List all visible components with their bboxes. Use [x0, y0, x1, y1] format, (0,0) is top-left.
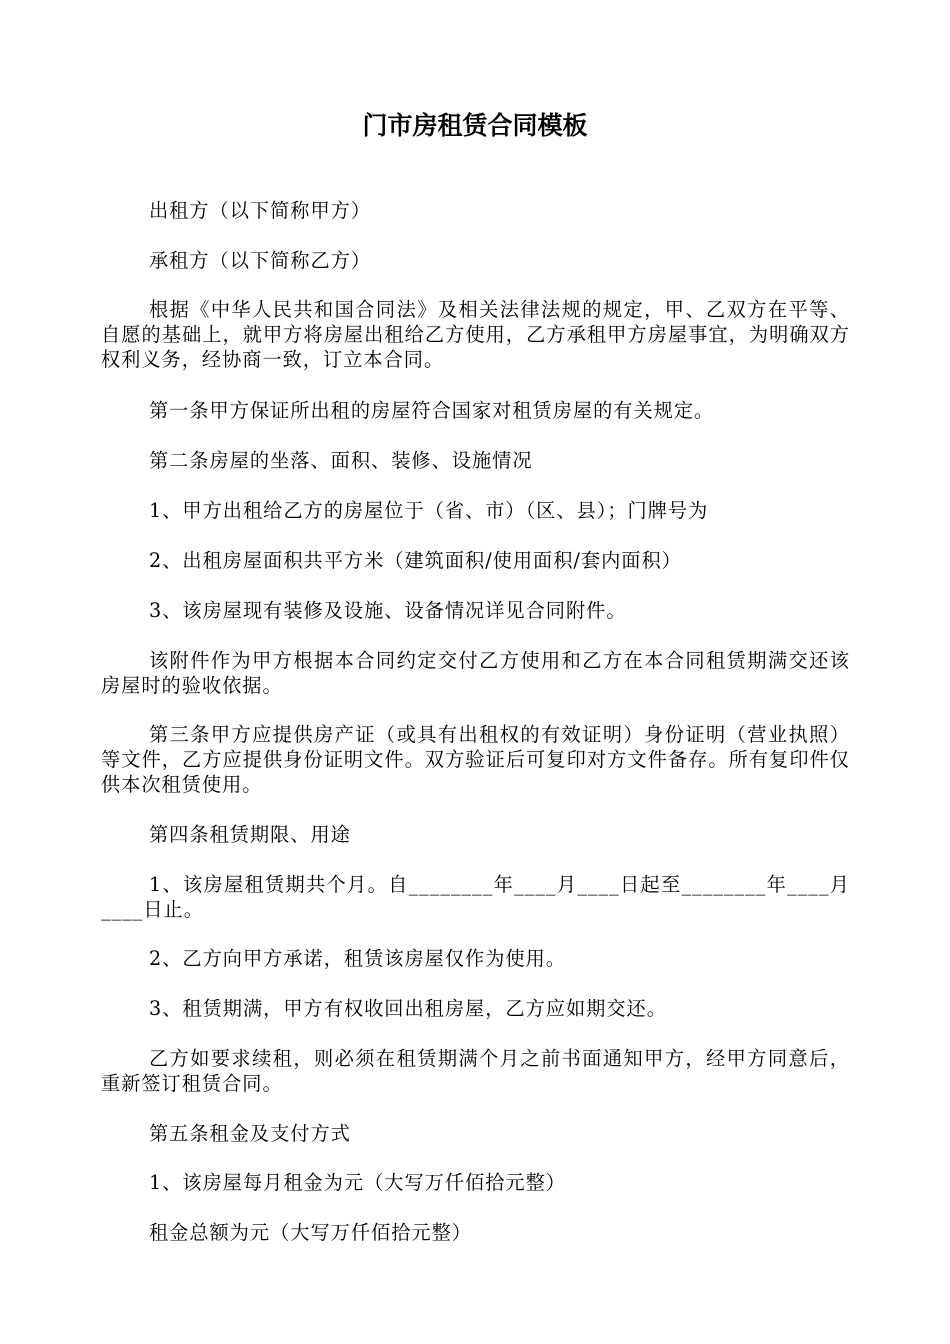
paragraph-lessor: 出租方（以下简称甲方）	[149, 199, 372, 222]
paragraph-article-2-item-2: 2、出租房屋面积共平方米（建筑面积/使用面积/套内面积）	[149, 549, 682, 572]
paragraph-attachment-note: 该附件作为甲方根据本合同约定交付乙方使用和乙方在本合同租赁期满交还该房屋时的验收依据。	[101, 649, 850, 697]
paragraph-article-5-item-1: 1、该房屋每月租金为元（大写万仟佰拾元整）	[149, 1171, 566, 1194]
paragraph-article-2-item-3: 3、该房屋现有装修及设施、设备情况详见合同附件。	[149, 599, 627, 622]
document-title: 门市房租赁合同模板	[362, 111, 588, 140]
paragraph-article-2-item-1: 1、甲方出租给乙方的房屋位于（省、市）（区、县）；门牌号为	[149, 499, 709, 522]
paragraph-article-3: 第三条甲方应提供房产证（或具有出租权的有效证明）身份证明（营业执照）等文件，乙方应提供身份证明文件。双方验证后可复印对方文件备存。所有复印件仅供本次租赁使用。	[101, 723, 850, 796]
paragraph-lessee: 承租方（以下简称乙方）	[149, 249, 372, 272]
paragraph-article-5-heading: 第五条租金及支付方式	[149, 1122, 351, 1145]
paragraph-article-2-heading: 第二条房屋的坐落、面积、装修、设施情况	[149, 449, 533, 472]
paragraph-article-4-item-3: 3、租赁期满，甲方有权收回出租房屋，乙方应如期交还。	[149, 997, 667, 1020]
paragraph-article-4-heading: 第四条租赁期限、用途	[149, 823, 351, 846]
paragraph-article-4-item-1: 1、该房屋租赁期共个月。自________年____月____日起至________年____月____日止。	[101, 873, 850, 921]
paragraph-article-1: 第一条甲方保证所出租的房屋符合国家对租赁房屋的有关规定。	[149, 399, 715, 422]
paragraph-article-4-item-2: 2、乙方向甲方承诺，租赁该房屋仅作为使用。	[149, 947, 566, 970]
paragraph-preamble: 根据《中华人民共和国合同法》及相关法律法规的规定，甲、乙双方在平等、自愿的基础上，就甲方将房屋出租给乙方使用，乙方承租甲方房屋事宜，为明确双方权利义务，经协商一致，订立本合同。	[101, 298, 850, 371]
paragraph-renewal: 乙方如要求续租，则必须在租赁期满个月之前书面通知甲方，经甲方同意后，重新签订租赁合同。	[101, 1047, 850, 1095]
paragraph-total-rent: 租金总额为元（大写万仟佰拾元整）	[149, 1221, 472, 1244]
